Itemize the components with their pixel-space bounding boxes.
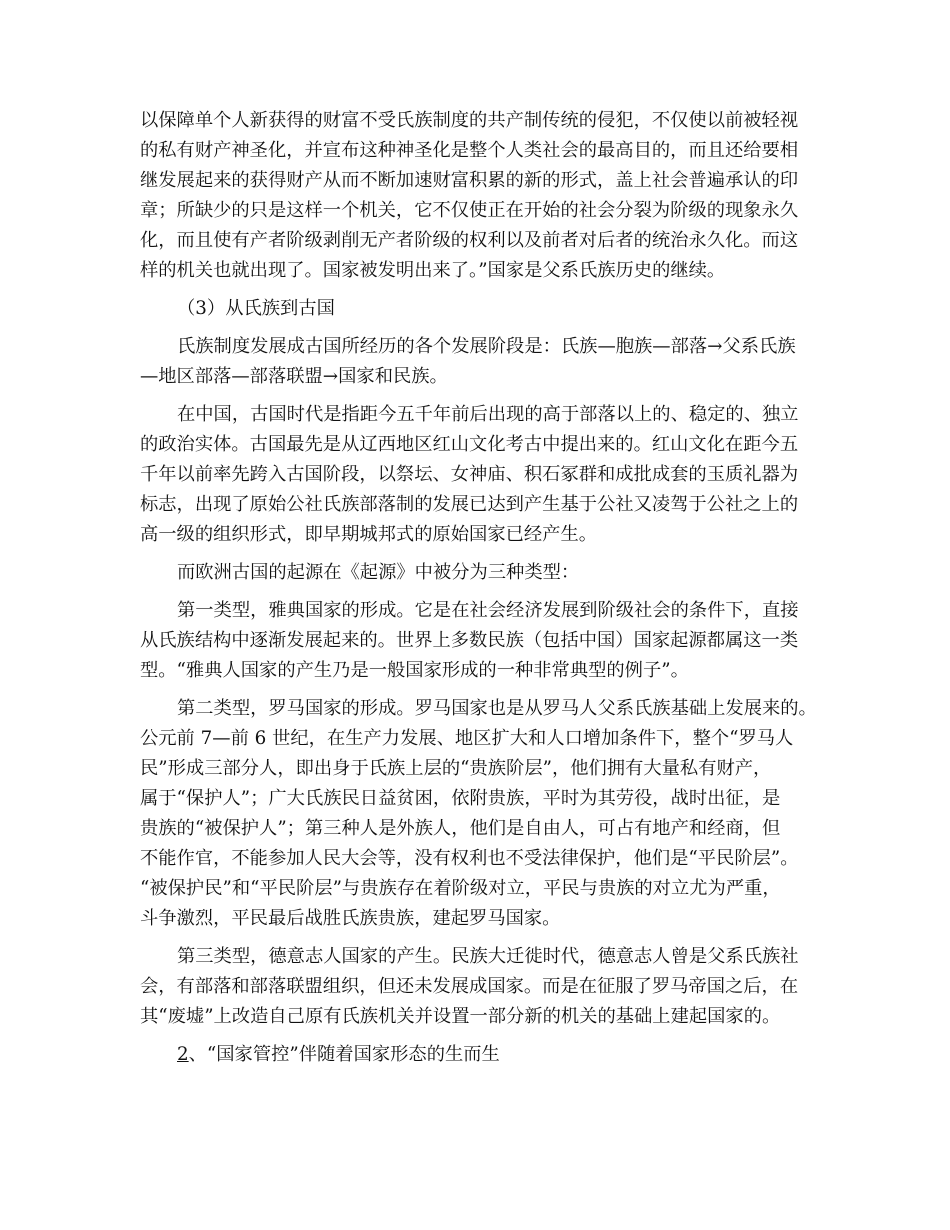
section-heading-number: 2 — [177, 1044, 189, 1065]
paragraph-line: 样的机关也就出现了。国家被发明出来了。”国家是父系氏族历史的继续。 — [140, 260, 726, 281]
paragraph-line: 章；所缺少的只是这样一个机关，它不仅使正在开始的社会分裂为阶级的现象永久 — [140, 200, 799, 221]
paragraph — [140, 694, 818, 934]
paragraph-line: 高一级的组织形式，即早期城邦式的原始国家已经产生。 — [140, 524, 598, 545]
paragraph-line: （3）从氏族到古国 — [177, 298, 335, 319]
paragraph — [140, 294, 818, 324]
paragraph-line: 的私有财产神圣化，并宣布这种神圣化是整个人类社会的最高目的，而且还给要相 — [140, 140, 799, 161]
paragraph-gap — [140, 286, 818, 294]
paragraph-line: 公元前 7—前 6 世纪，在生产力发展、地区扩大和人口增加条件下，整个“罗马人 — [140, 728, 794, 749]
paragraph-line: 而欧洲古国的起源在《起源》中被分为三种类型： — [177, 562, 580, 583]
paragraph-gap — [140, 934, 818, 942]
paragraph — [140, 332, 818, 392]
paragraph-line: 不能作官，不能参加人民大会等，没有权利也不受法律保护，他们是“平民阶层”。 — [140, 848, 799, 869]
paragraph-line: 属于“保护人”；广大氏族民日益贫困，依附贵族，平时为其劳役，战时出征，是 — [140, 788, 781, 809]
paragraph — [140, 400, 818, 550]
paragraph — [140, 558, 818, 588]
paragraph-line: “被保护民”和“平民阶层”与贵族存在着阶级对立，平民与贵族的对立尤为严重， — [140, 878, 781, 899]
paragraph-line: 标志，出现了原始公社氏族部落制的发展已达到产生基于公社又凌驾于公社之上的 — [140, 494, 799, 515]
paragraph-line: 民”形成三部分人，即出身于氏族上层的“贵族阶层”，他们拥有大量私有财产， — [140, 758, 772, 779]
paragraph-line: 斗争激烈，平民最后战胜氏族贵族，建起罗马国家。 — [140, 908, 561, 929]
paragraph-line: 第二类型，罗马国家的形成。罗马国家也是从罗马人父系氏族基础上发展来的。 — [177, 698, 817, 719]
paragraph-gap — [140, 550, 818, 558]
paragraph-line: 会，有部落和部落联盟组织，但还未发展成国家。而是在征服了罗马帝国之后，在 — [140, 976, 799, 997]
document-body — [140, 106, 818, 1040]
paragraph-line: 继发展起来的获得财产从而不断加速财富积累的新的形式，盖上社会普遍承认的印 — [140, 170, 799, 191]
paragraph-gap — [140, 686, 818, 694]
paragraph-gap — [140, 1032, 818, 1040]
paragraph — [140, 942, 818, 1032]
paragraph-line: 千年以前率先跨入古国阶段，以祭坛、女神庙、积石冢群和成批成套的玉质礼器为 — [140, 464, 799, 485]
paragraph-line: 其“废墟”上改造自己原有氏族机关并设置一部分新的机关的基础上建起国家的。 — [140, 1006, 781, 1027]
paragraph-line: 氏族制度发展成古国所经历的各个发展阶段是：氏族—胞族—部落→父系氏族 — [177, 336, 796, 357]
paragraph-line: 在中国，古国时代是指距今五千年前后出现的高于部落以上的、稳定的、独立 — [177, 404, 799, 425]
paragraph-line: 的政治实体。古国最先是从辽西地区红山文化考古中提出来的。红山文化在距今五 — [140, 434, 799, 455]
section-heading — [140, 1040, 818, 1070]
paragraph-gap — [140, 392, 818, 400]
paragraph-line: 化，而且使有产者阶级剥削无产者阶级的权利以及前者对后者的统治永久化。而这 — [140, 230, 799, 251]
paragraph-gap — [140, 324, 818, 332]
paragraph-line: 型。“雅典人国家的产生乃是一般国家形成的一种非常典型的例子”。 — [140, 660, 689, 681]
section-heading-text: 、“国家管控”伴随着国家形态的生而生 — [188, 1044, 500, 1065]
paragraph-gap — [140, 588, 818, 596]
paragraph-line: 从氏族结构中逐渐发展起来的。世界上多数民族（包括中国）国家起源都属这一类 — [140, 630, 799, 651]
paragraph-line: 以保障单个人新获得的财富不受氏族制度的共产制传统的侵犯，不仅使以前被轻视 — [140, 110, 799, 131]
paragraph-line: 第一类型，雅典国家的形成。它是在社会经济发展到阶级社会的条件下，直接 — [177, 600, 799, 621]
paragraph-line: 贵族的“被保护人”；第三种人是外族人，他们是自由人，可占有地产和经商，但 — [140, 818, 781, 839]
paragraph-line: 第三类型，德意志人国家的产生。民族大迁徙时代，德意志人曾是父系氏族社 — [177, 946, 799, 967]
document-page — [140, 106, 818, 1070]
paragraph — [140, 596, 818, 686]
paragraph — [140, 106, 818, 286]
paragraph-line: —地区部落—部落联盟→国家和民族。 — [140, 366, 448, 387]
